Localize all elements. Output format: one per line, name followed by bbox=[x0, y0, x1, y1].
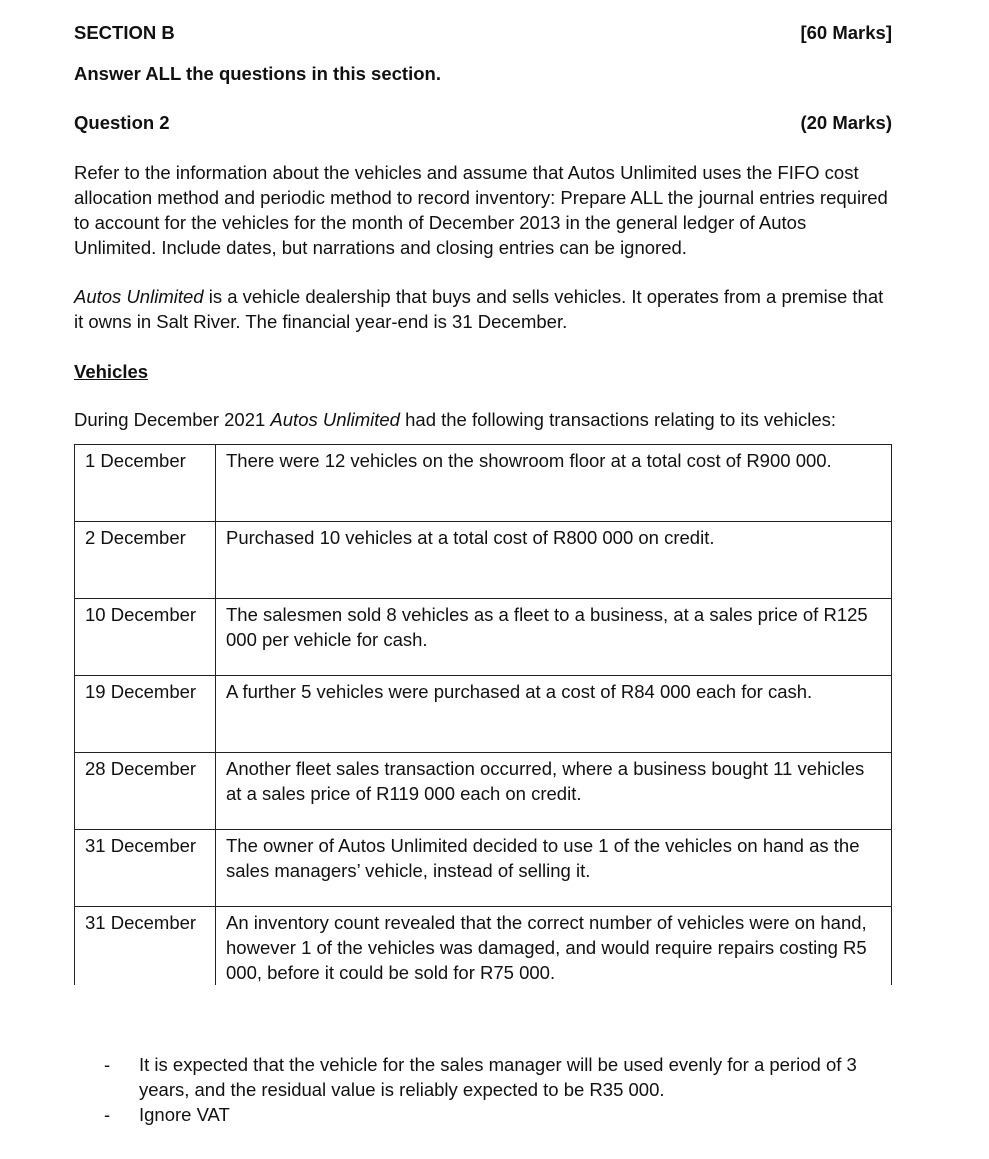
transaction-description: An inventory count revealed that the correct number of vehicles were on hand, however 1 of the vehicles was damaged, and would require repairs costing R5 000, before it could be sold for R75 000. bbox=[216, 907, 892, 986]
transaction-description: There were 12 vehicles on the showroom floor at a total cost of R900 000. bbox=[216, 445, 892, 522]
question-header bbox=[74, 112, 892, 134]
company-name: Autos Unlimited bbox=[74, 286, 204, 307]
transaction-date: 2 December bbox=[75, 522, 216, 599]
transaction-description: The owner of Autos Unlimited decided to use 1 of the vehicles on hand as the sales managers’ vehicle, instead of selling it. bbox=[216, 830, 892, 907]
list-item bbox=[104, 1102, 904, 1127]
transaction-date: 19 December bbox=[75, 676, 216, 753]
section-header bbox=[74, 22, 892, 46]
table-row bbox=[75, 599, 892, 676]
bullet-marker: - bbox=[104, 1054, 111, 1075]
transaction-date: 1 December bbox=[75, 445, 216, 522]
intro-company: Autos Unlimited bbox=[270, 409, 400, 430]
section-title: SECTION B bbox=[74, 22, 175, 43]
transaction-description: A further 5 vehicles were purchased at a cost of R84 000 each for cash. bbox=[216, 676, 892, 753]
note-text: Ignore VAT bbox=[139, 1104, 230, 1125]
company-description-text: is a vehicle dealership that buys and sells vehicles. It operates from a premise that it owns in Salt River. The financial year-end is 31 December. bbox=[74, 286, 884, 332]
company-description bbox=[74, 284, 892, 334]
transactions-intro bbox=[74, 409, 892, 431]
intro-after: had the following transactions relating to its vehicles: bbox=[399, 409, 836, 430]
table-row bbox=[75, 522, 892, 599]
transaction-date: 28 December bbox=[75, 753, 216, 830]
transaction-description: The salesmen sold 8 vehicles as a fleet to a business, at a sales price of R125 000 per vehicle for cash. bbox=[216, 599, 892, 676]
instruction: Answer ALL the questions in this section. bbox=[74, 63, 441, 84]
transaction-date: 10 December bbox=[75, 599, 216, 676]
table-row bbox=[75, 445, 892, 522]
vehicles-heading: Vehicles bbox=[74, 361, 149, 382]
transaction-date: 31 December bbox=[75, 830, 216, 907]
notes-list bbox=[104, 1052, 904, 1127]
bullet-marker: - bbox=[104, 1104, 111, 1125]
transaction-date: 31 December bbox=[75, 907, 216, 986]
transaction-description: Purchased 10 vehicles at a total cost of R800 000 on credit. bbox=[216, 522, 892, 599]
intro-before: During December 2021 bbox=[74, 409, 271, 430]
question-title: Question 2 bbox=[74, 112, 170, 133]
question-paragraph: Refer to the information about the vehicles and assume that Autos Unlimited uses the FIFO cost allocation method and periodic method to record inventory: Prepare ALL the journal entries required to account for the vehicles for the month of December 2013 in the general ledger of Autos Unlimited. Include dates, but narrations and closing entries can be ignored. bbox=[74, 162, 888, 258]
question-marks: (20 Marks) bbox=[800, 112, 892, 133]
table-row bbox=[75, 753, 892, 830]
table-row bbox=[75, 676, 892, 753]
table-row bbox=[75, 830, 892, 907]
transaction-description: Another fleet sales transaction occurred, where a business bought 11 vehicles at a sales price of R119 000 each on credit. bbox=[216, 753, 892, 830]
section-marks: [60 Marks] bbox=[800, 22, 892, 43]
transactions-table bbox=[74, 444, 892, 985]
document-page bbox=[74, 22, 892, 985]
note-text: It is expected that the vehicle for the sales manager will be used evenly for a period of 3 years, and the residual value is reliably expected to be R35 000. bbox=[139, 1054, 857, 1100]
table-row bbox=[75, 907, 892, 986]
list-item bbox=[104, 1052, 904, 1102]
